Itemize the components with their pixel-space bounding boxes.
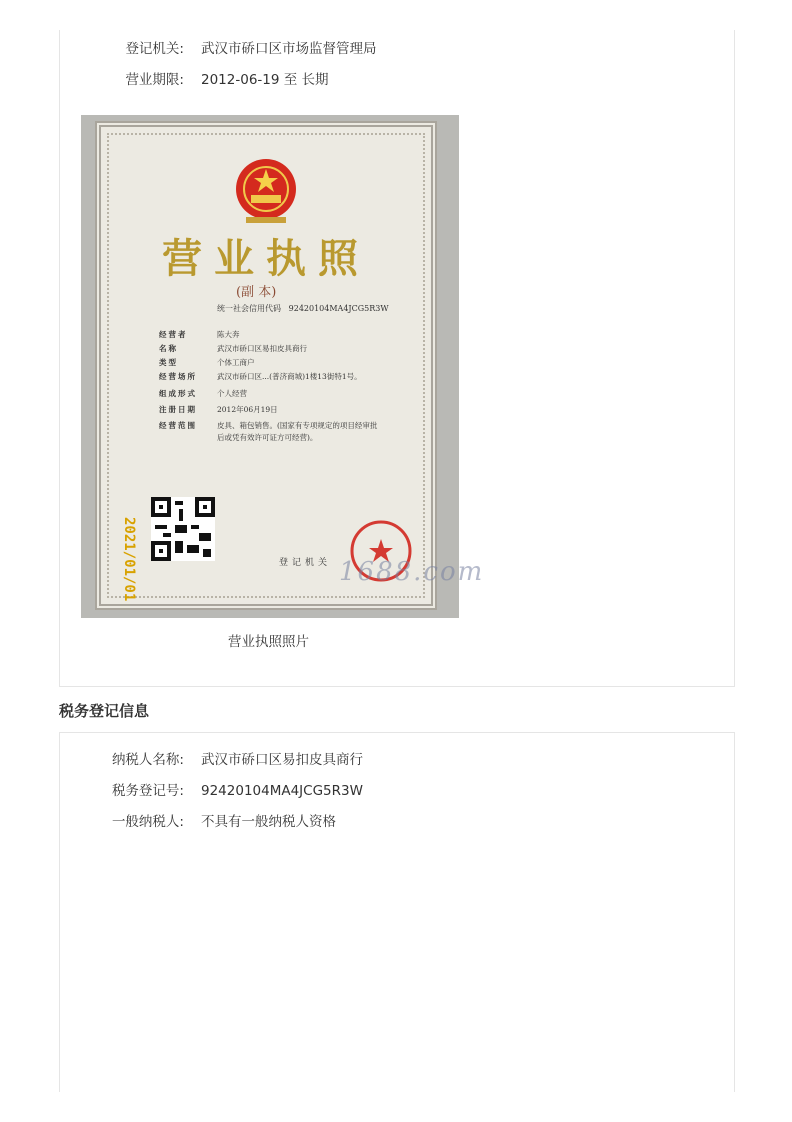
field-label: 一般纳税人: bbox=[111, 814, 184, 830]
credit-code-label: 统一社会信用代码 bbox=[217, 304, 281, 313]
field-label: 税务登记号: bbox=[111, 783, 184, 799]
national-emblem-icon bbox=[231, 155, 301, 227]
license-field: 经营范围 皮具、箱包销售。(国家有专项规定的项目经审批 bbox=[159, 421, 378, 430]
license-subtitle: (副 本) bbox=[236, 285, 277, 300]
license-authority-label: 登记机关 bbox=[279, 558, 332, 568]
tax-panel bbox=[59, 732, 735, 1092]
field-value: 2012-06-19 至 长期 bbox=[201, 72, 329, 88]
field-label: 登记机关: bbox=[125, 41, 184, 57]
license-field: 注册日期 2012年06月19日 bbox=[159, 405, 278, 414]
field-value: 92420104MA4JCG5R3W bbox=[201, 783, 363, 799]
field-value: 武汉市硚口区易扣皮具商行 bbox=[201, 752, 363, 768]
photo-date-stamp: 2021/01/01 bbox=[121, 517, 137, 602]
license-field: 类型 个体工商户 bbox=[159, 358, 255, 367]
field-label: 营业期限: bbox=[125, 72, 184, 88]
field-value: 武汉市硚口区市场监督管理局 bbox=[201, 41, 377, 57]
license-credit-code bbox=[217, 303, 389, 314]
field-label: 纳税人名称: bbox=[111, 752, 184, 768]
watermark-text: 1688.com bbox=[339, 557, 485, 587]
credit-code-value: 92420104MA4JCG5R3W bbox=[288, 304, 389, 313]
registration-panel bbox=[59, 30, 735, 687]
tax-section-title: 税务登记信息 bbox=[59, 702, 150, 720]
license-title: 营业执照 bbox=[162, 235, 370, 282]
field-value: 不具有一般纳税人资格 bbox=[201, 814, 336, 830]
license-field: 经营场所 武汉市硚口区...(普济商城)1楼13街特1号。 bbox=[159, 372, 362, 381]
license-sheet bbox=[95, 121, 485, 610]
license-field: 组成形式 个人经营 bbox=[159, 389, 247, 398]
license-field: 名称 武汉市硚口区易扣皮具商行 bbox=[159, 344, 307, 353]
qr-code-icon bbox=[151, 497, 215, 561]
license-field: 经营者 陈大奔 bbox=[159, 330, 240, 339]
license-field: 后或凭有效许可证方可经营)。 bbox=[217, 433, 318, 442]
photo-caption: 营业执照照片 bbox=[228, 634, 309, 650]
business-license-photo[interactable] bbox=[81, 115, 485, 618]
